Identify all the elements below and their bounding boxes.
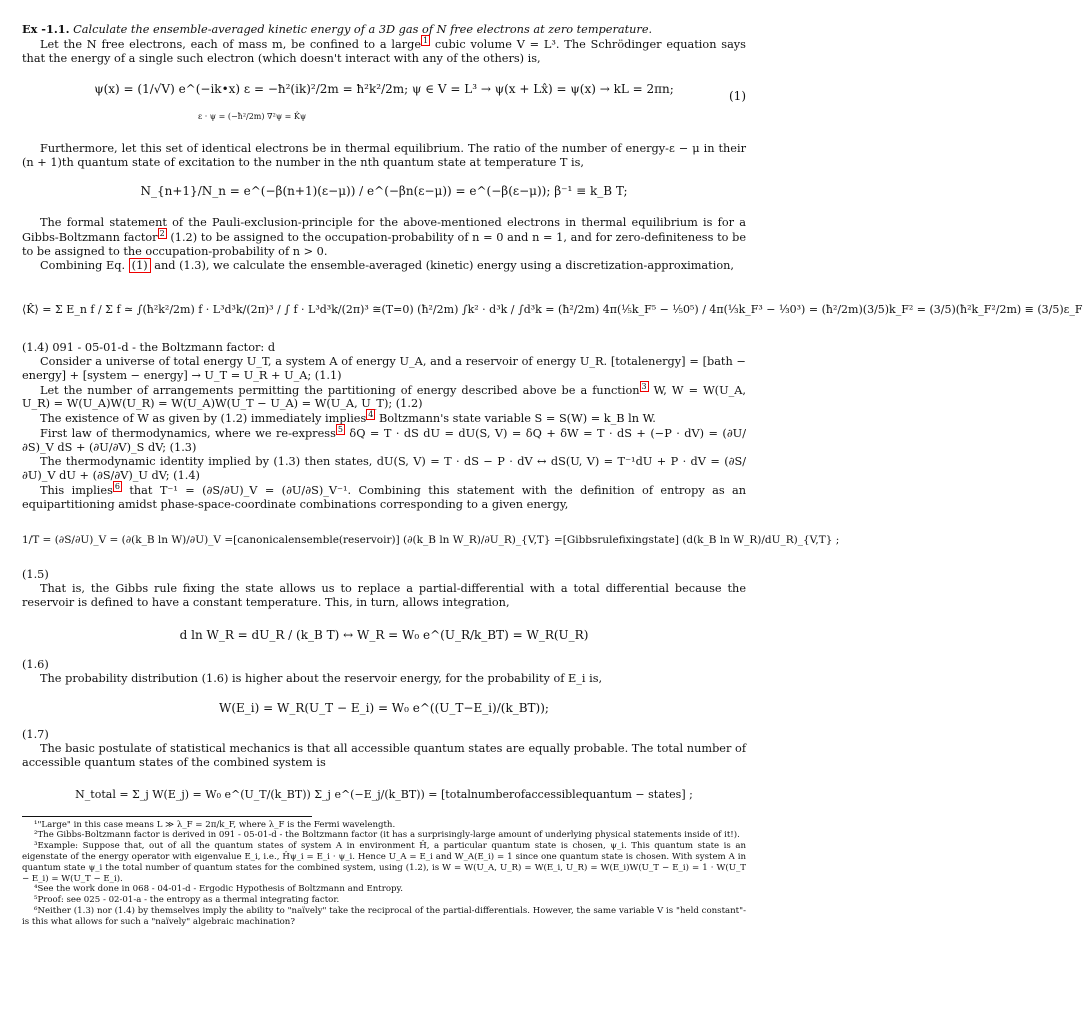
paragraph-2: Furthermore, let this set of identical electrons be in thermal equilibrium. The ratio of the number of energy-ε − μ in their (n + 1)th quantum state of excitation to the number in the nth quantum state at temperature T is, — [22, 141, 746, 169]
footnote-ref-6[interactable]: 6 — [114, 481, 120, 491]
paragraph-4 — [22, 259, 746, 273]
paragraph-9 — [22, 426, 746, 455]
footnote-6: ⁶Neither (1.3) nor (1.4) by themselves imply the ability to "naïvely" take the reciprocal of the partial-differentials. However, the same variable V is "held constant"-is this what allows for such a "naïvely" algebraic machination? — [22, 905, 746, 927]
paragraph-10: The thermodynamic identity implied by (1.3) then states, dU(S, V) = T · dS − P · dV ↔ dS(U, V) = T⁻¹dU + P · dV = (∂S/∂U)_V dU + (∂S/∂V)_U dV; (1.4) — [22, 454, 746, 482]
equation-6 — [22, 696, 746, 720]
paragraph-8 — [22, 411, 746, 426]
paragraph-4-text-b: and (1.3), we calculate the ensemble-averaged (kinetic) energy using a discretization-approximation, — [154, 258, 734, 272]
exercise-label: Ex -1.1. — [22, 22, 70, 36]
footnotes — [22, 820, 746, 928]
equation-3-body: ⟨K̂⟩ = Σ E_n f / Σ f ≃ ∫(ħ²k²/2m) f · L³d³k/(2π)³ / ∫ f · L³d³k/(2π)³ ≅(T=0) (ħ²/2m) ∫k² · d³k / ∫d³k = (ħ²/2m) 4π(⅕k_F⁵ − ⅕0⁵) / 4π(⅓k_F³ − ⅓0³) = (ħ²/2m)(3/5)k_F² = (3/5)(ħ²k_F²/2m) ≡ (3/5)ε_F — [22, 302, 1083, 316]
exercise-heading — [22, 22, 746, 37]
paragraph-1 — [22, 37, 746, 66]
equation-4-tag: (1.5) — [22, 567, 49, 581]
equation-5-tag: (1.6) — [22, 657, 49, 671]
footnote-ref-2[interactable]: 2 — [159, 228, 165, 238]
footnote-4: ⁴See the work done in 068 - 04-01-d - Ergodic Hypothesis of Boltzmann and Entropy. — [34, 884, 403, 895]
paragraph-9-text-a: First law of thermodynamics, where we re-express — [40, 426, 336, 440]
equation-4-body: 1/T = (∂S/∂U)_V = (∂(k_B ln W)/∂U)_V =[canonicalensemble(reservoir)] (∂(k_B ln W_R)/∂U_R)_{V,T} =[Gibbsrulefixingstate] (d(k_B ln W_R)/dU_R)_{V,T} ; — [22, 533, 840, 546]
footnote-2: ²The Gibbs-Boltzmann factor is derived in 091 - 05-01-d - the Boltzmann factor (it has a surprisingly-large amount of underlying physical statements inside of it!). — [34, 830, 740, 841]
equation-5 — [22, 620, 746, 650]
equation-2 — [22, 184, 746, 206]
paragraph-3-text-b: (1.2) to be assigned to the occupation-probability of n = 0 and n = 1, and for zero-definiteness to be to be assigned to the occupation-probability of n > 0. — [22, 230, 747, 258]
paragraph-9-text-b: δQ = T · dS dU = dU(S, V) = δQ + δW = T · dS + (−P · dV) = (∂U/∂S)_V dS + (∂U/∂V)_S dV; (1.3) — [22, 426, 746, 454]
equation-5-body: d ln W_R = dU_R / (k_B T) ↔ W_R = W₀ e^(U_R/k_BT) = W_R(U_R) — [179, 627, 589, 642]
paragraph-1-text-a: Let the N free electrons, each of mass m, be confined to a large — [40, 37, 422, 51]
footnote-5: ⁵Proof: see 025 - 02-01-a - the entropy as a thermal integrating factor. — [34, 895, 340, 906]
footnote-ref-3[interactable]: 3 — [641, 381, 647, 391]
equation-2-body: N_{n+1}/N_n = e^(−β(n+1)(ε−μ)) / e^(−βn(ε−μ)) = e^(−β(ε−μ)); β⁻¹ ≡ k_B T; — [140, 183, 628, 198]
paragraph-4-text-a: Combining Eq. — [40, 258, 126, 272]
document-page — [22, 22, 1083, 928]
equation-3 — [22, 287, 1083, 333]
paragraph-3 — [22, 216, 746, 259]
paragraph-7-text-b: W, W = W(U_A, U_R) = W(U_A)W(U_R) = W(U_A)W(U_T − U_A) = W(U_A, U_T); (1.2) — [22, 383, 747, 411]
footnote-ref-5[interactable]: 5 — [337, 425, 343, 435]
paragraph-6: Consider a universe of total energy U_T, a system A of energy U_A, and a reservoir of energy U_R. [totalenergy] = [bath − energy] + [system − energy] → U_T = U_R + U_A; (1.1) — [22, 354, 746, 382]
paragraph-7-text-a: Let the number of arrangements permitting the partitioning of energy described above be a function — [40, 383, 640, 397]
equation-1-note: ε · ψ = (−ħ²/2m) ∇²ψ = K̂ψ — [198, 111, 307, 121]
paragraph-13: The probability distribution (1.6) is higher about the reservoir energy, for the probability of E_i is, — [40, 671, 603, 685]
equation-7 — [22, 780, 746, 810]
exercise-title: Calculate the ensemble-averaged kinetic energy of a 3D gas of N free electrons at zero temperature. — [73, 23, 653, 36]
paragraph-11-text-a: This implies — [40, 483, 113, 497]
equation-6-tag: (1.7) — [22, 727, 49, 741]
footnote-1: ¹"Large" in this case means L ≫ λ_F = 2π/k_F, where λ_F is the Fermi wavelength. — [34, 819, 396, 830]
equation-4 — [22, 522, 840, 558]
paragraph-12: That is, the Gibbs rule fixing the state allows us to replace a partial-differential with a total differential because the reservoir is defined to have a constant temperature. This, in turn, allows integration, — [22, 581, 746, 609]
footnote-3: ³Example: Suppose that, out of all the quantum states of system A in environment Ĥ, a particular quantum state is chosen, ψ_i. This quantum state is an eigenstate of the energy operator with eigenvalue E_i, i.e., Ĥψ_i = E_i · ψ_i. Hence U_A = E_i and W_A(E_i) = 1 since one quantum state is chosen. With system A in quantum state ψ_i the total number of quantum states for the combined system, using (1.2), is W = W(U_A, U_R) = W(E_i, U_R) = W(E_i)W(U_T − E_i) = 1 · W(U_T − E_i) = W(U_T − E_i). — [22, 841, 746, 884]
equation-1-body: ψ(x) = (1/√V) e^(−ik•x) ε = −ħ²(ik)²/2m = ħ²k²/2m; ψ ∈ V = L³ → ψ(x + Lx̂) = ψ(x) → kL = 2πn; — [94, 81, 674, 96]
paragraph-8-text-a: The existence of W as given by (1.2) immediately implies — [40, 412, 367, 426]
paragraph-1-text-b: cubic volume V = L³. The Schrödinger equation says that the energy of a single such electron (which doesn't interact with any of the others) is, — [22, 37, 746, 65]
paragraph-3-text-a: The formal statement of the Pauli-exclusion-principle for the above-mentioned electrons in thermal equilibrium is for a Gibbs-Boltzmann factor — [22, 215, 746, 244]
paragraph-8-text-b: Boltzmann's state variable S = S(W) = k_B ln W. — [378, 412, 656, 426]
paragraph-5: (1.4) 091 - 05-01-d - the Boltzmann factor: d — [22, 340, 276, 354]
equation-7-body: N_total = Σ_j W(E_j) = W₀ e^(U_T/(k_BT)) Σ_j e^(−E_j/(k_BT)) = [totalnumberofaccessiblequantum − states] ; — [75, 787, 693, 801]
footnote-separator — [22, 816, 312, 817]
paragraph-11 — [22, 483, 746, 512]
equation-1-number: (1) — [729, 88, 746, 103]
paragraph-7 — [22, 383, 746, 412]
equation-ref-1[interactable]: (1) — [129, 258, 151, 273]
equation-6-body: W(E_i) = W_R(U_T − E_i) = W₀ e^((U_T−E_i)/(k_BT)); — [219, 700, 549, 715]
footnote-ref-4[interactable]: 4 — [368, 410, 374, 420]
equation-1 — [22, 82, 746, 110]
footnote-ref-1[interactable]: 1 — [423, 36, 429, 45]
paragraph-14: The basic postulate of statistical mechanics is that all accessible quantum states are equally probable. The total number of accessible quantum states of the combined system is — [22, 741, 746, 769]
paragraph-11-text-b: that T⁻¹ = (∂S/∂U)_V = (∂U/∂S)_V⁻¹. Combining this statement with the definition of entropy as an equipartitioning amidst phase-space-coordinate combinations corresponding to a given energy, — [22, 483, 747, 511]
